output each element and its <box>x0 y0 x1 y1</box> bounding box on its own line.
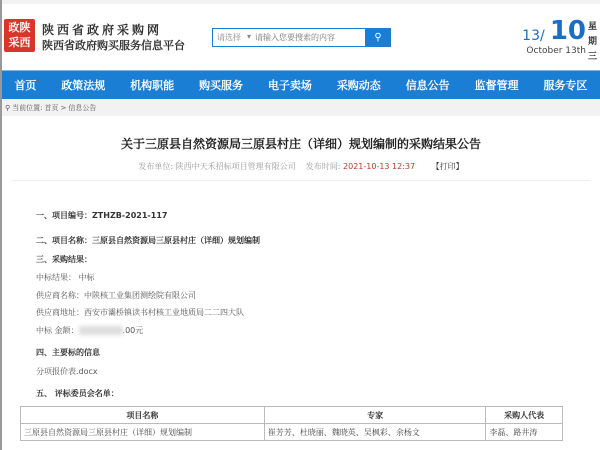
dropdown-icon: ▾ <box>246 32 251 41</box>
amount-label: 中标 金额： <box>36 326 79 335</box>
print-link[interactable]: 【打印】 <box>431 162 464 171</box>
breadcrumb-home[interactable]: 首页 <box>44 103 59 112</box>
site-logo[interactable]: 政陕 采西 <box>4 19 35 52</box>
supplier-name: 供应商名称：中陕核工业集团测绘院有限公司 <box>36 291 196 300</box>
publisher-label: 发布单位: <box>138 162 174 171</box>
site-subtitle: 陕西省政府购买服务信息平台 <box>42 39 185 52</box>
cell-project: 三原县自然资源局三原县村庄（详细）规划编制 <box>21 424 265 441</box>
search-button[interactable] <box>365 28 391 47</box>
section-committee: 五、 评标委员会名单： <box>36 389 119 398</box>
bid-result: 中标结果： 中标 <box>36 273 95 282</box>
table-row <box>21 424 563 441</box>
search-icon: ⚲ <box>374 32 382 43</box>
date-slash: / <box>540 28 545 44</box>
date-month: 10 <box>549 16 586 46</box>
date-display <box>522 18 586 56</box>
select-label: 请选择 <box>217 33 241 42</box>
publish-time: 2021-10-13 12:37 <box>343 162 416 171</box>
nav-home[interactable]: 首页 <box>14 79 37 92</box>
committee-table <box>20 406 563 441</box>
article-meta <box>12 161 590 181</box>
weekday: 星期三 <box>588 22 598 62</box>
header-purchaser-rep: 采购人代表 <box>486 407 563 424</box>
search-bar <box>212 28 391 47</box>
breadcrumb-label: 当前位置: <box>12 103 43 112</box>
nav-notices[interactable]: 信息公告 <box>405 79 450 92</box>
breadcrumb <box>2 99 600 116</box>
time-label: 发布时间: <box>305 162 341 171</box>
header-project: 项目名称 <box>21 407 265 424</box>
site-name: 陕西省政府采购网 <box>42 23 163 37</box>
project-number: 一、项目编号：ZTHZB-2021-117 <box>36 211 168 220</box>
breadcrumb-current[interactable]: 信息公告 <box>68 103 97 112</box>
date-english: October 13th <box>526 46 586 56</box>
cell-purchaser-rep: 李磊、路井涛 <box>486 424 563 441</box>
section-result: 三、采购结果： <box>36 255 92 264</box>
search-category-select[interactable] <box>213 32 255 43</box>
nav-org[interactable]: 机构职能 <box>130 79 175 92</box>
main-nav <box>2 70 600 99</box>
search-input[interactable] <box>255 29 365 46</box>
location-pin-icon: ⚲ <box>5 103 11 112</box>
page-title: 关于三原县自然资源局三原县村庄（详细）规划编制的采购结果公告 <box>120 137 481 151</box>
table-header-row <box>21 407 563 424</box>
nav-supervision[interactable]: 监督管理 <box>474 79 519 92</box>
bid-amount <box>36 325 143 336</box>
publisher: 陕西中天禾招标项目管理有限公司 <box>175 162 296 171</box>
attachment-link[interactable]: 分项报价表.docx <box>36 367 98 376</box>
redacted-amount <box>79 326 123 335</box>
nav-news[interactable]: 采购动态 <box>336 79 381 92</box>
project-name: 二、项目名称：三原县自然资源局三原县村庄（详细）规划编制 <box>36 236 260 245</box>
header <box>2 4 600 70</box>
breadcrumb-separator: > <box>60 103 67 112</box>
header-experts: 专家 <box>264 407 486 424</box>
nav-services[interactable]: 服务专区 <box>543 79 588 92</box>
cell-experts: 崔芳芳、杜晓丽、魏晓英、吴枫彩、余杨文 <box>264 424 486 441</box>
nav-purchase-service[interactable]: 购买服务 <box>199 79 244 92</box>
date-day: 13 <box>522 28 540 44</box>
nav-emall[interactable]: 电子卖场 <box>267 79 312 92</box>
nav-policy[interactable]: 政策法规 <box>61 79 106 92</box>
section-items: 四、主要标的信息 <box>36 348 100 357</box>
amount-suffix: .00元 <box>122 326 144 335</box>
supplier-address: 供应商地址：西安市灞桥镇读书村核工业地质局二二四大队 <box>36 308 244 317</box>
